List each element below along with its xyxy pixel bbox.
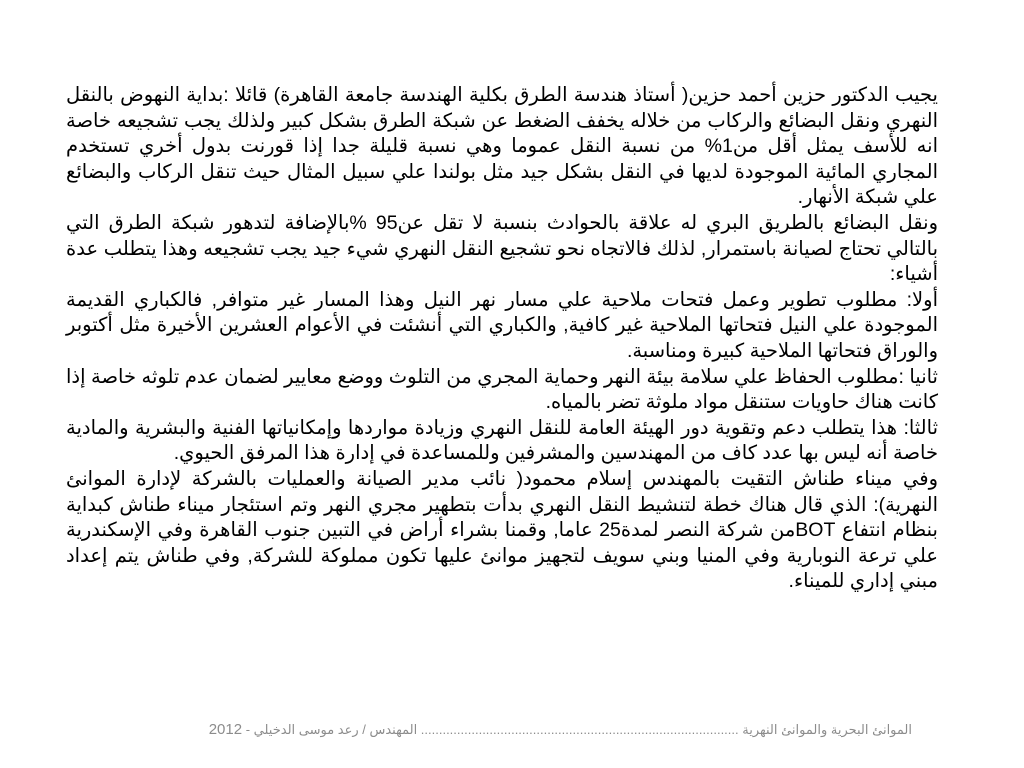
footer-year: 2012 <box>208 721 243 738</box>
article-body <box>66 83 938 595</box>
paragraph-third-requirement: ثالثا: هذا يتطلب دعم وتقوية دور الهيئة العامة للنقل النهري وزيادة مواردها وإمكانياتها الفنية والبشرية والمادية خاصة أنه ليس بها عدد كاف من المهندسين والمشرفين وللمساعدة في إدارة هذا المرفق الحيوي. <box>66 416 938 465</box>
page-footer <box>100 720 912 740</box>
paragraph-tanash-port: وفي ميناء طناش التقيت بالمهندس إسلام محمود( نائب مدير الصيانة والعمليات بالشركة لإدارة الموانئ النهرية): الذي قال هناك خطة لتنشيط النقل النهري بدأت بتطهير مجري النهر وتم استئجار ميناء طناش كبداية بنظام انتفاع BOTمن شركة النصر لمدة25 عاما, وقمنا بشراء أراض في التبين جنوب القاهرة وفي الإسكندرية علي ترعة النوبارية وفي المنيا وبني سويف لتجهيز موانئ عليها تكون مملوكة للشركة, وفي طناش يتم إعداد مبني إداري للميناء. <box>66 467 938 593</box>
paragraph-intro: يجيب الدكتور حزين أحمد حزين( أستاذ هندسة الطرق بكلية الهندسة جامعة القاهرة) قائلا :بداية النهوض بالنقل النهري ونقل البضائع والركاب من خلاله يخفف الضغط عن شبكة الطرق بشكل كبير ولذلك يجب تشجيعه خاصة انه للأسف يمثل أقل من1% من نسبة النقل عموما وهي نسبة قليلة جدا إذا قورنت بدول أخري تستخدم المجاري المائية الموجودة لديها في النقل بشكل جيد مثل بولندا علي سبيل المثال حيث تنقل الركاب والبضائع علي شبكة الأنهار. <box>66 84 938 209</box>
paragraph-second-requirement: ثانيا :مطلوب الحفاظ علي سلامة بيئة النهر وحماية المجري من التلوث ووضع معايير لضمان عدم تلوثه خاصة إذا كانت هناك حاويات ستنقل مواد ملوثة تضر بالمياه. <box>66 365 938 414</box>
footer-text: الموانئ البحرية والموانئ النهرية ........................................................................................ المهندس / رعد موسى الدخيلي - <box>245 722 912 737</box>
paragraph-road-transport: ونقل البضائع بالطريق البري له علاقة بالحوادث بنسبة لا تقل عن95 %بالإضافة لتدهور شبكة الطرق التي بالتالي تحتاج لصيانة باستمرار, لذلك فالاتجاه نحو تشجيع النقل النهري شيء جيد يجب تشجيعه وهذا يتطلب عدة أشياء: <box>66 211 938 286</box>
paragraph-first-requirement: أولا: مطلوب تطوير وعمل فتحات ملاحية علي مسار نهر النيل وهذا المسار غير متوافر, فالكباري القديمة الموجودة علي النيل فتحاتها الملاحية غير كافية, والكباري التي أنشئت في الأعوام العشرين الأخيرة مثل أكتوبر والوراق فتحاتها الملاحية كبيرة ومناسبة. <box>66 288 938 362</box>
